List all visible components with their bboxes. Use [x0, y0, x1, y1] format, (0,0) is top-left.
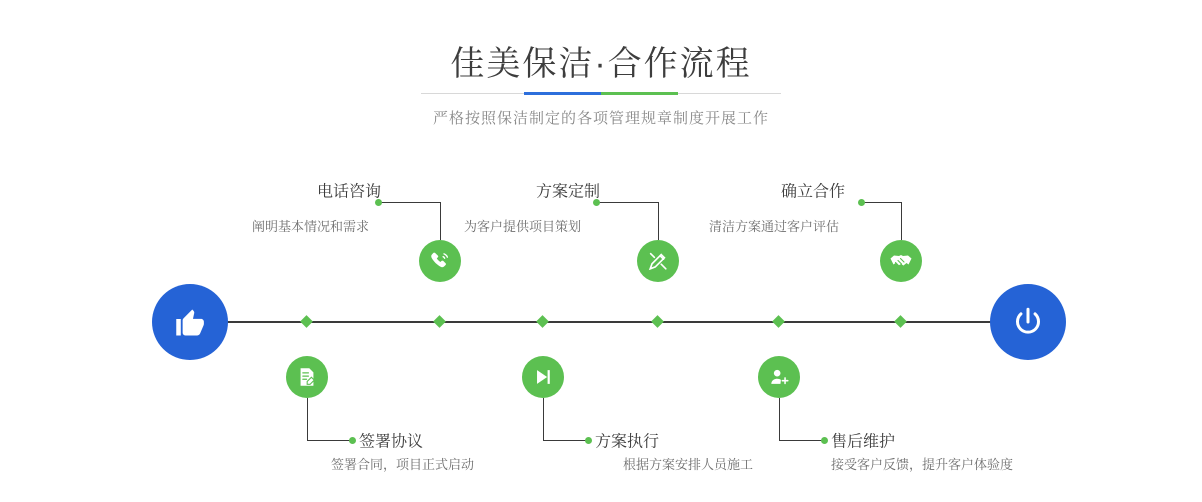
step-desc-2: 签署合同，项目正式启动	[331, 457, 475, 472]
step-connector-6-vertical	[779, 398, 780, 440]
step-connector-2-vertical	[307, 398, 308, 440]
headset-support-icon	[768, 366, 790, 388]
step-marker-5	[894, 315, 907, 328]
step-desc-1: 阐明基本情况和需求	[252, 219, 370, 234]
step-dot-5	[858, 199, 865, 206]
step-title-1: 电话咨询	[317, 183, 382, 201]
thumbs-up-icon	[173, 305, 207, 339]
phone-icon	[429, 250, 451, 272]
page-subtitle: 严格按照保洁制定的各项管理规章制度开展工作	[432, 110, 769, 127]
step-connector-2-horizontal	[307, 440, 352, 441]
step-marker-2	[300, 315, 313, 328]
document-edit-icon	[296, 366, 318, 388]
step-dot-4	[585, 437, 592, 444]
step-marker-1	[433, 315, 446, 328]
step-title-3: 方案定制	[536, 183, 601, 201]
step-node-5	[880, 240, 922, 282]
step-connector-3-vertical	[658, 202, 659, 240]
play-next-icon	[532, 366, 554, 388]
timeline-end-node	[990, 284, 1066, 360]
step-connector-6-horizontal	[779, 440, 824, 441]
step-connector-1-vertical	[440, 202, 441, 240]
step-connector-5-horizontal	[861, 202, 901, 203]
handshake-icon	[889, 249, 913, 273]
step-dot-6	[821, 437, 828, 444]
timeline-start-node	[152, 284, 228, 360]
step-marker-3	[651, 315, 664, 328]
step-title-5: 确立合作	[781, 183, 846, 201]
step-connector-3-horizontal	[596, 202, 658, 203]
step-desc-5: 清洁方案通过客户评估	[709, 219, 840, 234]
divider-accent-green	[601, 92, 678, 95]
step-title-4: 方案执行	[595, 433, 660, 451]
step-desc-4: 根据方案安排人员施工	[623, 457, 754, 472]
page-title: 佳美保洁·合作流程	[450, 45, 752, 83]
step-connector-4-vertical	[543, 398, 544, 440]
step-desc-3: 为客户提供项目策划	[464, 219, 582, 234]
divider-accent-blue	[524, 92, 601, 95]
step-node-6	[758, 356, 800, 398]
step-connector-4-horizontal	[543, 440, 588, 441]
step-connector-5-vertical	[901, 202, 902, 240]
step-connector-1-horizontal	[378, 202, 440, 203]
step-title-2: 签署协议	[359, 433, 424, 451]
title-divider	[0, 92, 1202, 95]
step-title-6: 售后维护	[831, 433, 896, 451]
step-node-4	[522, 356, 564, 398]
pencil-ruler-icon	[647, 250, 669, 272]
step-dot-2	[349, 437, 356, 444]
step-node-3	[637, 240, 679, 282]
step-desc-6: 接受客户反馈，提升客户体验度	[831, 457, 1014, 472]
step-node-1	[419, 240, 461, 282]
step-marker-6	[772, 315, 785, 328]
step-marker-4	[536, 315, 549, 328]
step-node-2	[286, 356, 328, 398]
power-icon	[1010, 304, 1046, 340]
